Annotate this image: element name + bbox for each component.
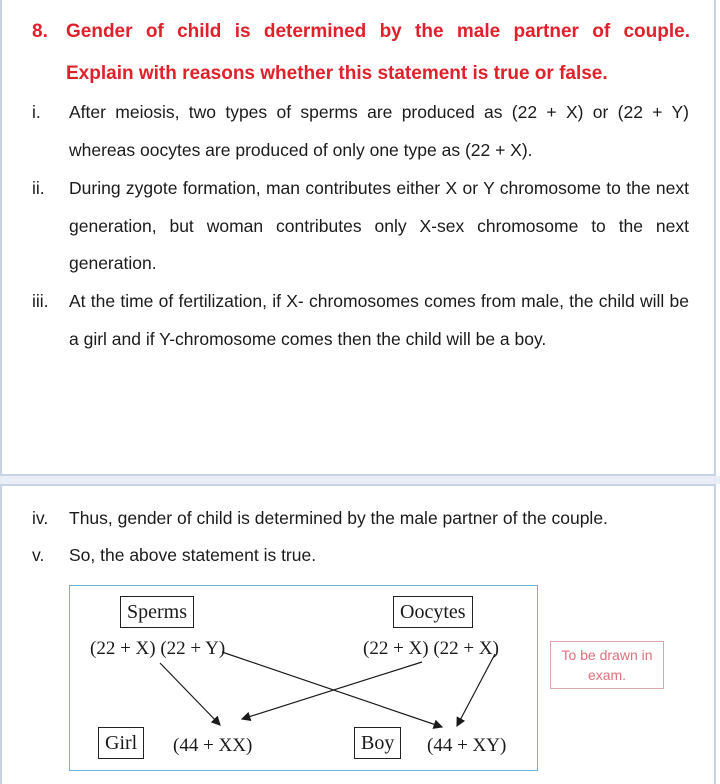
question-line-2: Explain with reasons whether this statement is true or false. bbox=[66, 63, 608, 84]
sperms-label: Sperms bbox=[120, 596, 194, 628]
girl-karyotype: (44 + XX) bbox=[173, 735, 253, 756]
question-number: 8. bbox=[32, 21, 48, 42]
point-text: During zygote formation, man contributes either X or Y chromosome to the next generation, but woman contributes only X-sex chromosome to the next generation. bbox=[69, 178, 689, 273]
point-number: ii. bbox=[32, 178, 45, 198]
exam-note: To be drawn in exam. bbox=[550, 641, 664, 689]
sperms-types: (22 + X) (22 + Y) bbox=[90, 638, 226, 659]
point-number: iv. bbox=[32, 508, 49, 528]
card-separator bbox=[0, 476, 720, 484]
point-text: So, the above statement is true. bbox=[69, 545, 317, 565]
arrow-sperm-y-to-boy bbox=[222, 652, 442, 727]
sex-determination-diagram bbox=[69, 585, 538, 771]
boy-karyotype: (44 + XY) bbox=[427, 735, 507, 756]
point-text: After meiosis, two types of sperms are produced as (22 + X) or (22 + Y) whereas oocytes are produced of only one type as (22 + X). bbox=[69, 102, 689, 160]
point-ii bbox=[32, 170, 692, 284]
girl-label: Girl bbox=[98, 727, 144, 759]
point-number: iii. bbox=[32, 291, 49, 311]
point-text: Thus, gender of child is determined by the male partner of the couple. bbox=[69, 508, 608, 528]
point-v bbox=[32, 537, 692, 575]
cross-arrows bbox=[70, 586, 536, 769]
point-iii bbox=[32, 283, 692, 397]
point-number: i. bbox=[32, 102, 41, 122]
point-text: At the time of fertilization, if X- chromosomes comes from male, the child will be a girl and if Y-chromosome comes then the child will be a boy. bbox=[69, 291, 689, 349]
oocytes-types: (22 + X) (22 + X) bbox=[363, 638, 499, 659]
boy-label: Boy bbox=[354, 727, 401, 759]
point-i bbox=[32, 94, 692, 170]
question-line-1: Gender of child is determined by the male partner of couple. bbox=[66, 21, 690, 42]
oocytes-label: Oocytes bbox=[393, 596, 473, 628]
point-iv bbox=[32, 500, 692, 538]
arrow-sperm-x-to-girl bbox=[160, 663, 220, 725]
point-number: v. bbox=[32, 545, 45, 565]
arrow-oocyte-to-boy bbox=[457, 654, 495, 726]
